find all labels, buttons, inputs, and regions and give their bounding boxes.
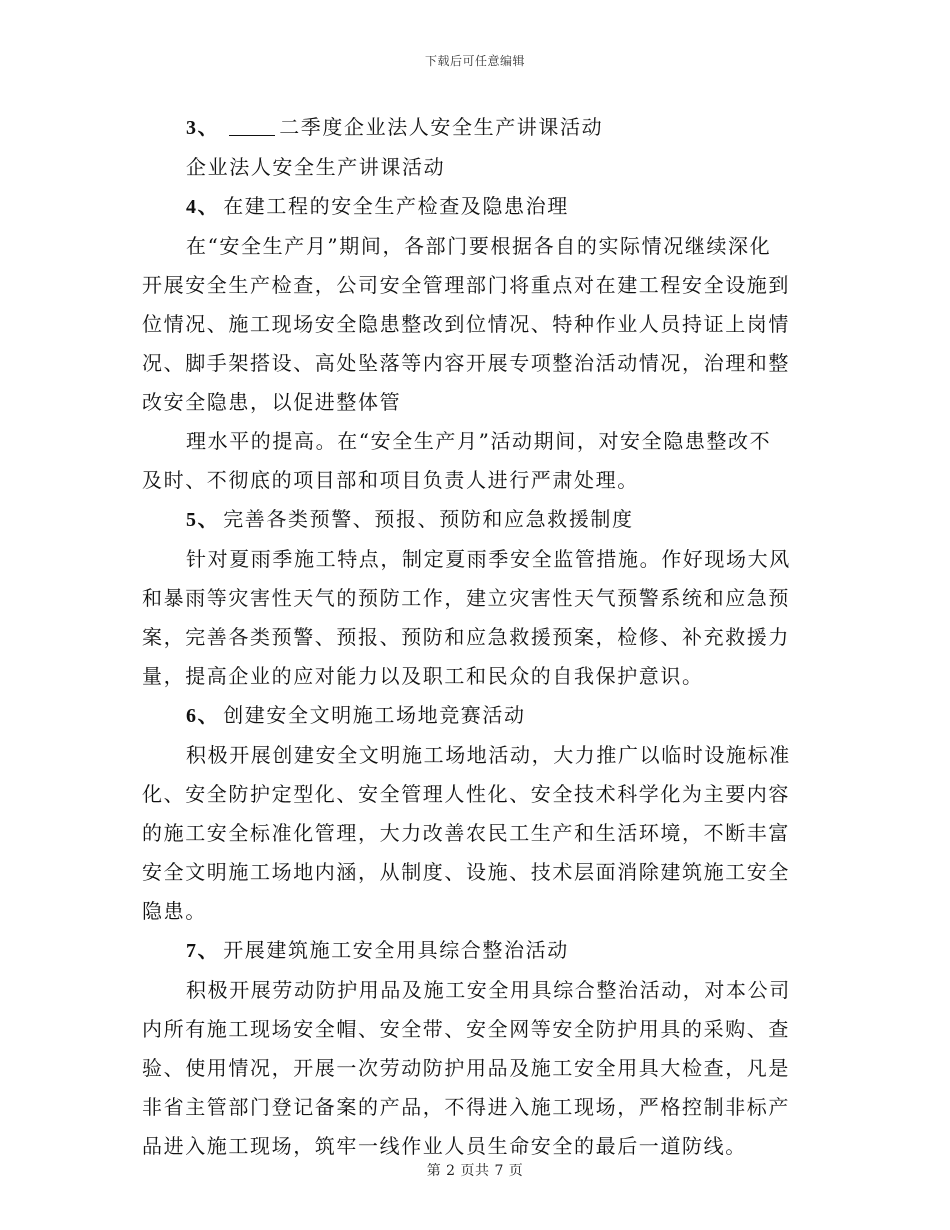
paragraph-line: 隐患。 (142, 899, 207, 923)
section-4-number: 4、 (186, 196, 220, 218)
section-6-heading (142, 696, 808, 736)
section-3-number: 3、 (186, 117, 220, 139)
paragraph-line: 积极开展创建安全文明施工场地活动，大力推广以临时设施标准 (186, 743, 791, 767)
paragraph-line: 积极开展劳动防护用品及施工安全用具综合整治活动，对本公司 (186, 978, 791, 1002)
paragraph-line: 开展安全生产检查，公司安全管理部门将重点对在建工程安全设施到 (142, 273, 790, 297)
page-header: 下载后可任意编辑 (424, 54, 525, 68)
paragraph-line: 品进入施工现场，筑牢一线作业人员生命安全的最后一道防线。 (142, 1134, 747, 1158)
section-3-subtitle: 企业法人安全生产讲课活动 (186, 155, 446, 179)
fill-in-blank (229, 117, 275, 136)
section-7-heading (142, 931, 808, 971)
section-5-heading (142, 500, 808, 540)
paragraph-line: 和暴雨等灾害性天气的预防工作，建立灾害性天气预警系统和应急预 (142, 586, 790, 610)
paragraph-line: 在“安全生产月”期间，各部门要根据各自的实际情况继续深化 (186, 234, 772, 258)
paragraph-line: 量，提高企业的应对能力以及职工和民众的自我保护意识。 (142, 664, 704, 688)
paragraph-line: 理水平的提高。在“安全生产月”活动期间，对安全隐患整改不 (186, 429, 772, 453)
section-6-title: 创建安全文明施工场地竞赛活动 (223, 703, 526, 727)
paragraph-line: 内所有施工现场安全帽、安全带、安全网等安全防护用具的采购、查 (142, 1017, 790, 1041)
paragraph-line: 非省主管部门登记备案的产品，不得进入施工现场，严格控制非标产 (142, 1095, 790, 1119)
section-4-title: 在建工程的安全生产检查及隐患治理 (223, 194, 569, 218)
paragraph-line: 况、脚手架搭设、高处坠落等内容开展专项整治活动情况，治理和整 (142, 351, 790, 375)
section-5-number: 5、 (186, 509, 220, 531)
document-body (142, 108, 808, 1166)
section-3-heading (142, 108, 808, 148)
paragraph-line: 及时、不彻底的项目部和项目负责人进行严肃处理。 (142, 468, 639, 492)
section-4-heading (142, 187, 808, 227)
section-7-number: 7、 (186, 940, 220, 962)
section-6-number: 6、 (186, 705, 220, 727)
paragraph-line: 案，完善各类预警、预报、预防和应急救援预案，检修、补充救援力 (142, 625, 790, 649)
paragraph-line: 的施工安全标准化管理，大力改善农民工生产和生活环境，不断丰富 (142, 821, 790, 845)
section-7-title: 开展建筑施工安全用具综合整治活动 (223, 938, 569, 962)
section-3-title: 二季度企业法人安全生产讲课活动 (279, 115, 604, 139)
section-5-title: 完善各类预警、预报、预防和应急救援制度 (223, 507, 634, 531)
paragraph-line: 验、使用情况，开展一次劳动防护用品及施工安全用具大检查，凡是 (142, 1056, 790, 1080)
paragraph-line: 位情况、施工现场安全隐患整改到位情况、特种作业人员持证上岗情 (142, 312, 790, 336)
paragraph-line: 化、安全防护定型化、安全管理人性化、安全技术科学化为主要内容 (142, 782, 790, 806)
paragraph-line: 针对夏雨季施工特点，制定夏雨季安全监管措施。作好现场大风 (186, 547, 791, 571)
paragraph-line: 改安全隐患，以促进整体管 (142, 390, 402, 414)
page-footer: 第 2 页共 7 页 (426, 1163, 524, 1179)
paragraph-line: 安全文明施工场地内涵，从制度、设施、技术层面消除建筑施工安全 (142, 860, 790, 884)
